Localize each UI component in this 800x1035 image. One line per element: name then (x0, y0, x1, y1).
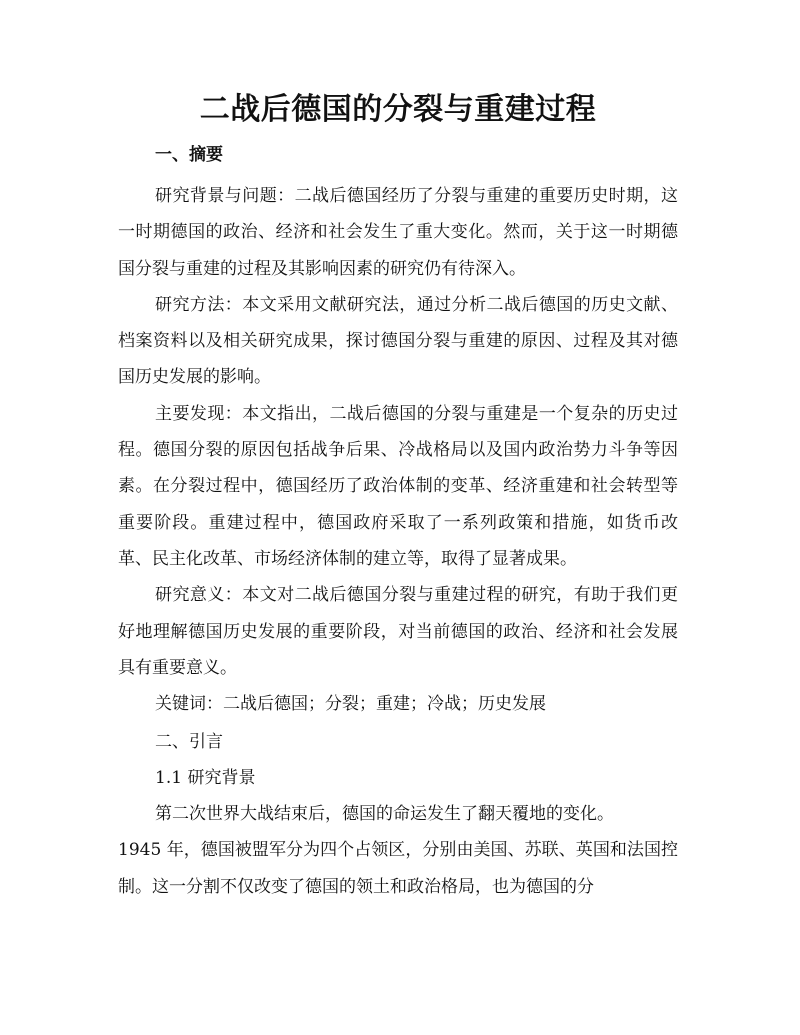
subsection-heading-background: 1.1 研究背景 (155, 768, 256, 789)
abstract-paragraph-significance: 研究意义：本文对二战后德国分裂与重建过程的研究，有助于我们更好地理解德国历史发展的重要阶段，对当前德国的政治、经济和社会发展具有重要意义。 (118, 585, 678, 678)
intro-paragraph-2: 1945 年，德国被盟军分为四个占领区，分别由美国、苏联、英国和法国控制。这一分割不仅改变了德国的领土和政治格局，也为德国的分 (118, 840, 678, 897)
document-title: 二战后德国的分裂与重建过程 (199, 92, 597, 127)
document-page (118, 88, 678, 905)
abstract-paragraph-background: 研究背景与问题：二战后德国经历了分裂与重建的重要历史时期，这一时期德国的政治、经济和社会发生了重大变化。然而，关于这一时期德国分裂与重建的过程及其影响因素的研究仍有待深入。 (118, 186, 678, 279)
section-heading-abstract: 一、摘要 (155, 145, 223, 165)
abstract-paragraph-method: 研究方法：本文采用文献研究法，通过分析二战后德国的历史文献、档案资料以及相关研究成果，探讨德国分裂与重建的原因、过程及其对德国历史发展的影响。 (118, 294, 678, 388)
abstract-paragraph-findings: 主要发现：本文指出，二战后德国的分裂与重建是一个复杂的历史过程。德国分裂的原因包括战争后果、冷战格局以及国内政治势力斗争等因素。在分裂过程中，德国经历了政治体制的变革、经济重建和社会转型等重要阶段。重建过程中，德国政府采取了一系列政策和措施，如货币改革、民主化改革、市场经济体制的建立等，取得了显著成果。 (118, 403, 678, 569)
intro-paragraph-1: 第二次世界大战结束后，德国的命运发生了翻天覆地的变化。 (155, 804, 614, 825)
section-heading-introduction: 二、引言 (155, 732, 223, 753)
keywords-line: 关键词：二战后德国；分裂；重建；冷战；历史发展 (155, 694, 546, 715)
